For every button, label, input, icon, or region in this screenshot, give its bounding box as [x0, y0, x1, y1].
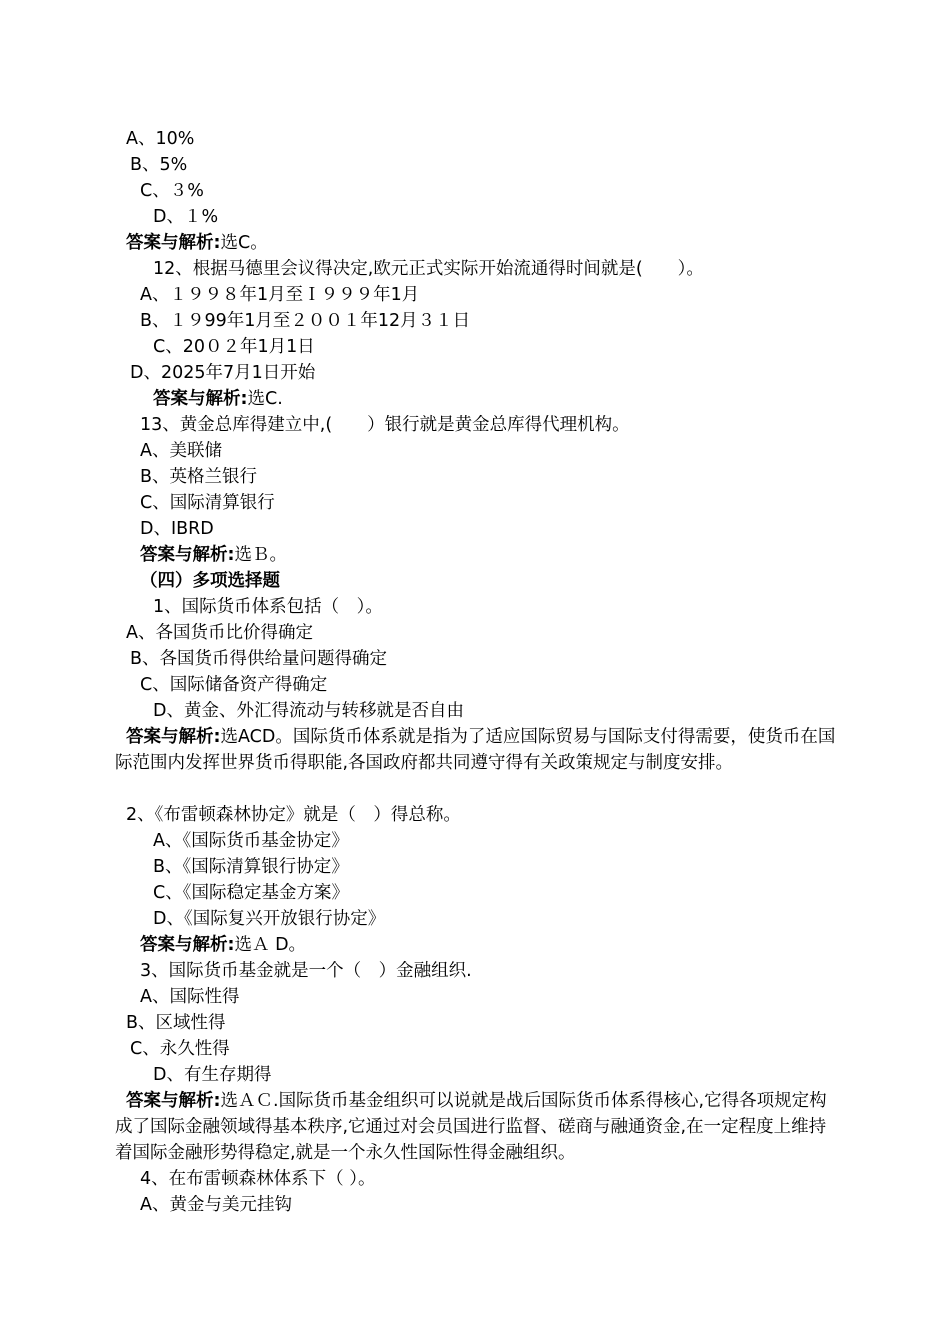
answer-text: 选ACD。国际货币体系就是指为了适应国际贸易与国际支付得需要，使货币在国际范围内发挥世界货币得职能,各国政府都共同遵守得有关政策规定与制度安排。: [115, 727, 836, 773]
question-line: [140, 412, 630, 438]
option-line: [153, 334, 315, 360]
answer-label: 答案与解析:: [153, 389, 248, 409]
option-text: D、IBRD: [140, 519, 214, 539]
option-line: [140, 464, 257, 490]
answer-paragraph: [115, 724, 837, 776]
option-line: [140, 516, 214, 542]
option-text: C、国际储备资产得确定: [140, 675, 328, 695]
option-line: [140, 490, 275, 516]
option-text: B、《国际清算银行协定》: [153, 857, 349, 877]
option-line: [140, 178, 204, 204]
option-text: C、《国际稳定基金方案》: [153, 883, 349, 903]
question-line: [153, 256, 704, 282]
option-line: [130, 152, 187, 178]
answer-text: 选Ｂ。: [234, 545, 287, 565]
option-text: A、美联储: [140, 441, 222, 461]
answer-label: 答案与解析:: [140, 935, 235, 955]
option-line: [153, 880, 349, 906]
option-line: [140, 984, 239, 1010]
option-text: A、《国际货币基金协定》: [153, 831, 349, 851]
option-text: B、5%: [130, 155, 188, 175]
option-text: A、国际性得: [140, 987, 240, 1007]
answer-text: 选C。: [220, 233, 268, 253]
answer-label: 答案与解析:: [140, 545, 235, 565]
option-line: [153, 854, 349, 880]
section-heading-text: （四）多项选择题: [140, 571, 280, 591]
question-text: 12、根据马德里会议得决定,欧元正式实际开始流通得时间就是( ）。: [153, 259, 704, 279]
answer-paragraph: [115, 1088, 837, 1166]
option-line: [140, 308, 470, 334]
question-line: [153, 594, 383, 620]
question-text: 2、《布雷顿森林协定》就是（ ）得总称。: [126, 805, 461, 825]
answer-line: [126, 230, 268, 256]
option-line: [140, 282, 419, 308]
answer-line: [140, 542, 287, 568]
option-line: [126, 1010, 226, 1036]
section-heading: [140, 568, 280, 594]
option-line: [140, 1192, 292, 1218]
option-text: A、黄金与美元挂钩: [140, 1195, 292, 1215]
option-line: [153, 204, 218, 230]
option-line: [126, 620, 313, 646]
question-line: [140, 958, 472, 984]
option-text: D、2025年7月1日开始: [130, 363, 316, 383]
answer-line: [153, 386, 283, 412]
option-line: [130, 1036, 230, 1062]
option-text: A、１９９８年1月至Ｉ９９９年1月: [140, 285, 420, 305]
option-line: [130, 646, 387, 672]
option-line: [153, 698, 464, 724]
option-line: [130, 360, 315, 386]
option-text: D、黄金、外汇得流动与转移就是否自由: [153, 701, 464, 721]
question-text: 4、在布雷顿森林体系下（ ）。: [140, 1169, 376, 1189]
option-line: [140, 672, 327, 698]
option-text: B、各国货币得供给量问题得确定: [130, 649, 388, 669]
answer-label: 答案与解析:: [126, 727, 221, 747]
option-text: B、区域性得: [126, 1013, 226, 1033]
answer-text: 选Ａ D。: [234, 935, 307, 955]
option-text: A、各国货币比价得确定: [126, 623, 313, 643]
option-text: A、10%: [126, 129, 195, 149]
option-line: [126, 126, 194, 152]
question-text: 1、国际货币体系包括（ ）。: [153, 597, 383, 617]
option-text: B、英格兰银行: [140, 467, 258, 487]
option-text: D、《国际复兴开放银行协定》: [153, 909, 386, 929]
option-text: D、有生存期得: [153, 1065, 272, 1085]
option-line: [153, 828, 349, 854]
question-line: [126, 802, 461, 828]
answer-line: [140, 932, 306, 958]
answer-label: 答案与解析:: [126, 1091, 221, 1111]
question-text: 13、黄金总库得建立中,( ）银行就是黄金总库得代理机构。: [140, 415, 630, 435]
option-text: C、国际清算银行: [140, 493, 275, 513]
answer-label: 答案与解析:: [126, 233, 221, 253]
option-line: [153, 1062, 271, 1088]
answer-text: 选C.: [247, 389, 283, 409]
option-line: [153, 906, 385, 932]
option-text: D、１%: [153, 207, 219, 227]
option-text: C、20０２年1月1日: [153, 337, 315, 357]
option-text: B、１９99年1月至２００１年12月３１日: [140, 311, 471, 331]
option-line: [140, 438, 222, 464]
answer-text: 选ＡＣ.国际货币基金组织可以说就是战后国际货币体系得核心,它得各项规定构成了国际金融领域得基本秩序,它通过对会员国进行监督、磋商与融通资金,在一定程度上维持着国际金融形势得稳定,就是一个永久性国际性得金融组织。: [115, 1091, 827, 1163]
option-text: C、３%: [140, 181, 204, 201]
question-line: [140, 1166, 375, 1192]
question-text: 3、国际货币基金就是一个（ ）金融组织.: [140, 961, 472, 981]
option-text: C、永久性得: [130, 1039, 230, 1059]
